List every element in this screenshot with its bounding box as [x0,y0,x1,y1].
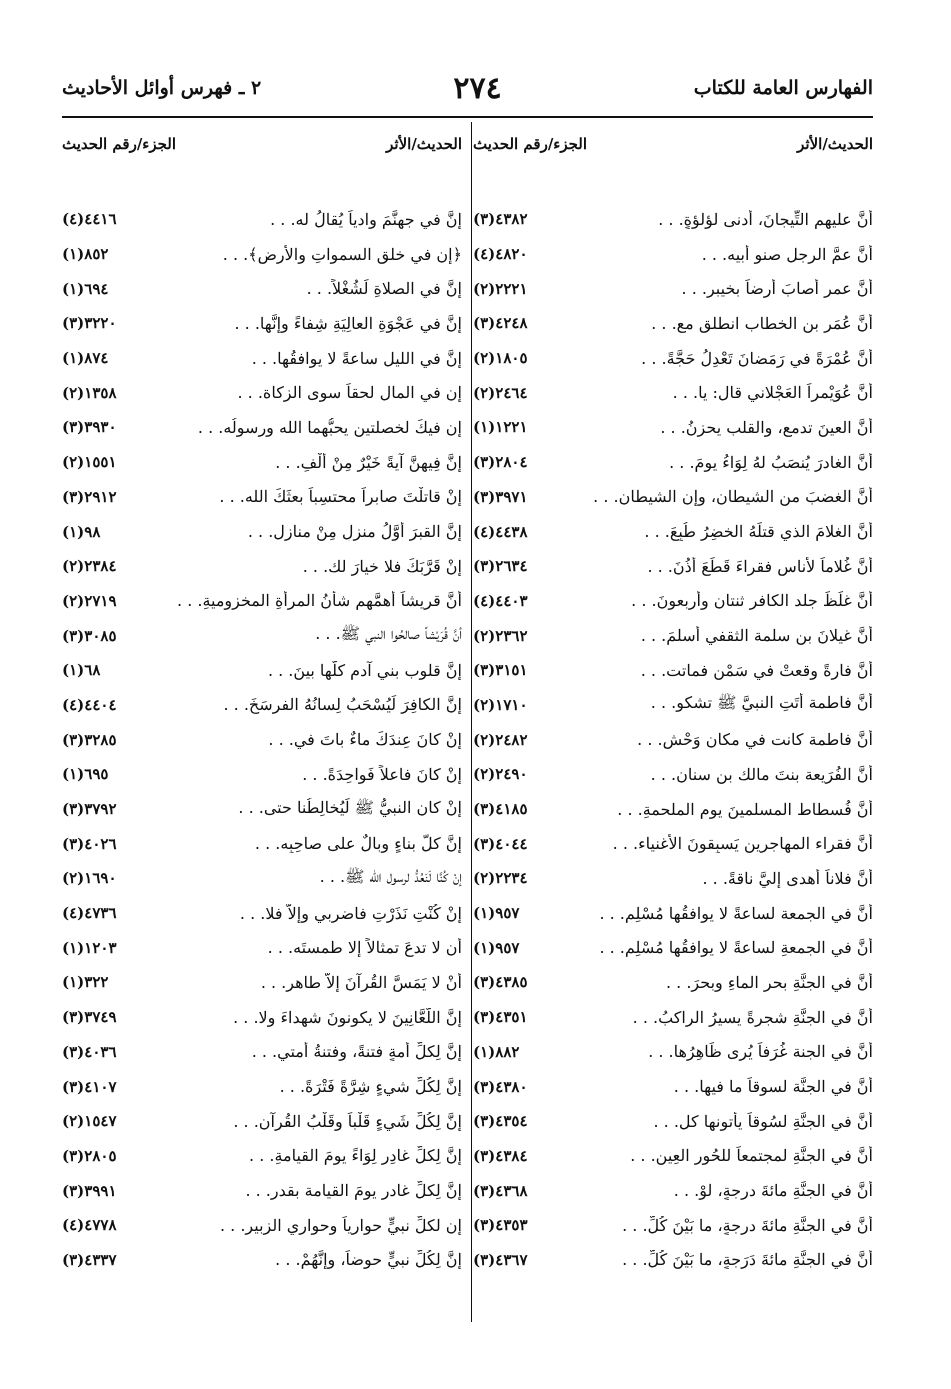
index-entry [62,237,462,272]
index-entry [473,584,873,619]
volume-hadith-number: (٢)٢٣٦٢ [473,626,528,645]
volume-hadith-number: (٣)٢٦٣٤ [473,557,528,576]
volume-hadith-number: (٤)٤٤٠٣ [473,591,528,610]
index-entry [62,549,462,584]
volume-hadith-number: (٣)٢٨٠٤ [473,453,528,472]
hadith-incipit: إنَّ قلوب بني آدم كلَّها بينَ. . . [267,660,462,680]
volume-hadith-number: (٣)٤٠٢٦ [62,834,117,853]
index-entry [62,410,462,445]
volume-hadith-number: (١)٦٨ [62,661,101,680]
volume-hadith-number: (١)٦٩٤ [62,279,109,298]
index-entry [62,1208,462,1243]
index-entry [473,1069,873,1104]
hadith-incipit: إن لكلِّ نبيٍّ حوارياً وحواريِ الزبير. . . [220,1215,462,1235]
hadith-incipit: إنَّ في الليلِ ساعةً لا يوافقُها. . . [251,348,462,368]
volume-hadith-number: (٣)٣٩٧١ [473,487,528,506]
volume-hadith-number: (٣)٤٣٨٢ [473,210,528,229]
volume-hadith-number: (٢)١٨٠٥ [473,349,528,368]
hadith-incipit: إنَّ لِكُلِّ نبيٍّ حوضاً، وإنَّهُمْ. . . [275,1250,462,1270]
volume-hadith-number: (١)١٢٠٣ [62,938,117,957]
column-divider [471,122,472,1322]
index-entry [62,1035,462,1070]
index-entry [473,1000,873,1035]
hadith-incipit: أنَّ قُرَيْشاً صالحُوا النبي ﷺ. . . [315,624,462,644]
hadith-incipit: أنَّ في الجنة غُرَفاً يُرى ظَاهِرُها. . . [648,1042,873,1062]
volume-hadith-number: (٤)٤٨٢٠ [473,245,528,264]
volume-hadith-number: (١)٣٢٢ [62,973,109,992]
hadith-incipit: أنَّ عُمَر بن الخطاب انطلق مع. . . [651,313,873,333]
hadith-incipit: أنَّ عمر أصابَ أرضاً بخيبر. . . [681,279,873,299]
index-entry [473,826,873,861]
volume-hadith-number: (٤)٤٤٣٨ [473,522,528,541]
hadith-incipit: إنَّ فِيهِنَّ آيةً خَيْرٌ مِنْ أَلْفِ. . . [275,452,462,472]
index-entry [62,480,462,515]
column-heading-hadith: الحديث/الأثر [386,135,462,153]
entry-list [62,202,462,1277]
hadith-incipit: أنَّ الغلامَ الذي قتلَهُ الخضِرُ طُبِعَ. . . [644,522,873,542]
hadith-incipit: أنَّ فاطمة كانت في مكان وَحْشٍ. . . [637,730,873,750]
volume-hadith-number: (١)٦٩٥ [62,765,109,784]
index-entry [473,341,873,376]
page-number: ٢٧٤ [453,70,502,106]
volume-hadith-number: (٣)٤٣٨٤ [473,1146,528,1165]
hadith-incipit: أنَّ غُلاماً لأُناسٍ فقراءَ قَطَعَ أُذُنَ. . . [647,556,873,576]
hadith-incipit: أنْ لا يَمَسَّ القُرآنَ إلاّ طاهر. . . [260,972,462,992]
hadith-incipit: إنَّ القبرَ أوَّلُ منزلٍ مِنْ منازِلِ. . . [247,522,462,542]
volume-hadith-number: (٢)١٧١٠ [473,695,528,714]
index-entry [473,757,873,792]
volume-hadith-number: (٢)٢٣٨٤ [62,557,117,576]
volume-hadith-number: (٣)٤٣٥٣ [473,1216,528,1235]
index-entry [473,514,873,549]
index-entry [473,480,873,515]
index-entry [62,653,462,688]
index-entry [473,688,873,723]
volume-hadith-number: (١)٨٥٢ [62,245,109,264]
index-entry [473,896,873,931]
volume-hadith-number: (٣)٤٣٦٧ [473,1250,528,1269]
index-entry [473,1208,873,1243]
volume-hadith-number: (١)٩٨ [62,522,101,541]
volume-hadith-number: (٣)٢٩١٢ [62,487,117,506]
volume-hadith-number: (٢)٢٤٩٠ [473,765,528,784]
hadith-incipit: أنَّ فاطمة أتَتِ النبيَّ ﷺ تشكو. . . [650,693,873,713]
index-entry [473,653,873,688]
hadith-incipit: أنَّ عُوَيْمراً العَجْلاني قال: يا. . . [672,383,873,403]
volume-hadith-number: (٤)٤٤٠٤ [62,695,117,714]
volume-hadith-number: (٣)٤٣٥٤ [473,1112,528,1131]
index-entry [62,826,462,861]
index-entry [473,202,873,237]
index-entry [62,271,462,306]
column-heading-reference: الجزء/رقم الحديث [473,135,588,153]
volume-hadith-number: (٢)٢٧١٩ [62,591,117,610]
index-entry [62,341,462,376]
hadith-incipit: أنَّ فلاناً أهدى إليَّ ناقةً. . . [702,868,873,888]
column-heading-hadith: الحديث/الأثر [797,135,873,153]
hadith-incipit: أنَّ في الجنَّةِ لمجتمعاً للحُورِ العِينِ. . . [630,1146,873,1166]
index-entry [473,549,873,584]
volume-hadith-number: (٣)٤٢٤٨ [473,314,528,333]
index-entry [62,618,462,653]
hadith-incipit: أنَّ في الجنَّةِ شجرةً يسيرُ الراكبُ. . . [632,1007,873,1027]
hadith-incipit: أنَّ في الجنَّةِ مائةَ درجةٍ، لوْ. . . [673,1181,873,1201]
hadith-incipit: أن لا تدعَ تمثالاً إلا طمستَه. . . [267,938,462,958]
volume-hadith-number: (٢)٢٤٦٤ [473,383,528,402]
hadith-incipit: أنَّ غيلانَ بن سلمة الثقفي أسلمَ. . . [640,626,873,646]
volume-hadith-number: (٢)٢٤٨٢ [473,730,528,749]
index-entry [473,271,873,306]
volume-hadith-number: (٣)٣٢٢٠ [62,314,117,333]
volume-hadith-number: (٣)٤٣٦٨ [473,1181,528,1200]
index-entry [62,584,462,619]
running-head [62,68,873,108]
volume-hadith-number: (٢)١٦٩٠ [62,869,117,888]
hadith-incipit: أنَّ في الجمعة لساعةً لا يوافقُها مُسْلِم. . . [599,903,873,923]
volume-hadith-number: (٣)٣٢٨٥ [62,730,117,749]
hadith-incipit: إنَّ في عَجْوَةِ العالِيَةِ شِفاءً وإنَّها. . . [234,313,462,333]
index-entry [473,618,873,653]
volume-hadith-number: (٣)٤٣٣٧ [62,1250,117,1269]
hadith-incipit: إنَّ الكافِرَ لَيُسْحَبُ لِسانُهُ الفرسَخَ. . . [223,695,462,715]
volume-hadith-number: (٢)١٥٤٧ [62,1112,117,1131]
hadith-incipit: أنَّ في الجنَّةِ مائةَ درجةٍ، ما بَيْنَ كُلِّ. . . [622,1215,873,1235]
hadith-incipit: إن في المالِ لحقاً سوى الزكاة. . . [237,383,462,403]
index-entry [62,930,462,965]
volume-hadith-number: (٣)٣٠٨٥ [62,626,117,645]
index-entry [62,688,462,723]
index-entry [62,1069,462,1104]
index-entry [62,445,462,480]
volume-hadith-number: (١)٩٥٧ [473,938,520,957]
hadith-incipit: أنَّ عمَّ الرجل صنو أبيه. . . [701,244,873,264]
volume-hadith-number: (٣)٤١٨٥ [473,800,528,819]
index-entry [62,965,462,1000]
hadith-incipit: إنْ كان النبيُّ ﷺ لَيُخالِطُنا حتى. . . [238,797,462,817]
hadith-incipit: أنَّ الفُرَيعة بنتَ مالك بن سنان. . . [650,764,873,784]
hadith-incipit: إنْ كانَ فاعلاً فَواحِدَةً. . . [302,764,462,784]
index-entry [62,1243,462,1278]
hadith-incipit: إنَّ لِكلِّ غادرٍ يومَ القيامة بقدرِ. . . [245,1181,462,1201]
hadith-incipit: أنَّ في الجمعةِ لساعةً لا يوافقُها مُسْلِم. . . [599,938,873,958]
index-entry [62,861,462,896]
header-rule [62,116,873,118]
hadith-incipit: أنَّ في الجنَّةِ لسُوقاً يأتونها كل. . . [653,1111,873,1131]
hadith-incipit: إنَّ لِكُلِّ شَيءٍ قَلْباً وقَلْبُ القُرآن. . . [233,1111,462,1131]
hadith-incipit: إنْ كانَ عِندَكَ ماءٌ باتَ في. . . [268,730,462,750]
index-entry [62,1000,462,1035]
column-header [473,122,873,166]
index-entry [62,202,462,237]
index-entry [473,930,873,965]
volume-hadith-number: (٣)٤٣٨٥ [473,973,528,992]
hadith-incipit: أنَّ في الجنَّة لسوقاً ما فيها. . . [673,1077,873,1097]
index-entry [473,445,873,480]
index-entry [62,514,462,549]
book-section-title: الفهارس العامة للكتاب [693,77,873,99]
hadith-incipit: إنَّ لِكلِّ أمةٍ فتنةً، وفتنةُ أمتي. . . [251,1042,462,1062]
index-entry [62,896,462,931]
index-entry [473,722,873,757]
hadith-incipit: أنَّ قريشاً أهمَّهم شأنُ المرأةِ المخزوميةِ. . . [177,591,462,611]
hadith-incipit: إنَّ لِكلِّ غادِرٍ لِوَاءً يومَ القيامةِ. . . [249,1146,462,1166]
volume-hadith-number: (٤)٤٧٧٨ [62,1216,117,1235]
hadith-incipit: أنَّ الغضبَ من الشيطان، وإن الشيطان. . . [593,487,873,507]
index-entry [473,1139,873,1174]
index-entry [473,1104,873,1139]
volume-hadith-number: (٣)٣٩٣٠ [62,418,117,437]
hadith-incipit: أنَّ فقراء المهاجرين يَسبِقونَ الأغنياء. . . [612,834,873,854]
volume-hadith-number: (١)٩٥٧ [473,904,520,923]
volume-hadith-number: (٢)٢٢٢١ [473,279,528,298]
hadith-incipit: أنَّ عليهم التِّيجانَ، أدنى لؤلؤةٍ. . . [658,209,873,229]
hadith-incipit: ﴿إن في خلقِ السمواتِ والأرض﴾. . . [222,244,462,264]
hadith-incipit: أنَّ فُسطاط المسلمينَ يوم الملحمةِ. . . [617,799,873,819]
hadith-incipit: إنْ قاتلْتَ صابراً محتسِباً بعثَكَ الله. . . [219,487,462,507]
hadith-incipit: أنَّ غلَظَ جلد الكافر ثنتانِ وأربعونَ. . . [631,591,873,611]
index-entry [473,965,873,1000]
volume-hadith-number: (٢)٢٢٣٤ [473,869,528,888]
volume-hadith-number: (٣)٤٣٥١ [473,1008,528,1027]
hadith-incipit: أنَّ عُمْرَةً في رَمَضانَ تَعْدِلُ حَجَّةً. . . [641,348,873,368]
hadith-incipit: إنَّ في الصلاةِ لَشُغْلاً. . . [306,279,462,299]
volume-hadith-number: (٣)٢٨٠٥ [62,1146,117,1165]
column-heading-reference: الجزء/رقم الحديث [62,135,177,153]
index-column-right [473,122,873,1322]
volume-hadith-number: (٢)١٥٥١ [62,453,117,472]
index-entry [473,1035,873,1070]
volume-hadith-number: (٤)٤٤١٦ [62,210,117,229]
volume-hadith-number: (٣)٤٠٤٤ [473,834,528,853]
hadith-incipit: إنْ كُنَّا لَنَعُدُّ لرسول الله ﷺ. . . [319,866,462,886]
index-entry [473,861,873,896]
index-title: ٢ ـ فهرس أوائل الأحاديث [62,77,262,99]
index-entry [473,792,873,827]
index-entry [473,237,873,272]
index-entry [473,1173,873,1208]
volume-hadith-number: (٣)٣٧٩٢ [62,800,117,819]
hadith-incipit: إنْ كُنْتِ نَذَرْتِ فاضربي وإلاّ فلا. . . [239,903,462,923]
hadith-incipit: إنْ قَرَّبَكَ فلا خيارَ لك. . . [302,556,462,576]
hadith-incipit: أنَّ فارةً وقعتْ في سَمْنٍ فماتت. . . [640,660,873,680]
volume-hadith-number: (٣)٣٩٩١ [62,1181,117,1200]
index-entry [473,306,873,341]
volume-hadith-number: (١)١٢٢١ [473,418,528,437]
volume-hadith-number: (٣)٤٣٨٠ [473,1077,528,1096]
volume-hadith-number: (٣)٤٠٣٦ [62,1042,117,1061]
index-entry [62,1104,462,1139]
index-entry [473,375,873,410]
volume-hadith-number: (٣)٣١٥١ [473,661,528,680]
entry-list [473,202,873,1277]
index-column-left [62,122,462,1322]
index-entry [62,722,462,757]
index-entry [473,410,873,445]
index-entry [62,1139,462,1174]
hadith-incipit: أنَّ العينَ تدمع، والقلب يحزنُ. . . [660,417,873,437]
index-entry [473,1243,873,1278]
volume-hadith-number: (٢)١٣٥٨ [62,383,117,402]
hadith-incipit: إنَّ اللَّعَّانِينَ لا يكونونَ شهداءَ ولا. . . [233,1007,462,1027]
volume-hadith-number: (٣)٣٧٤٩ [62,1008,117,1027]
hadith-incipit: أنَّ في الجنَّةِ بحر الماءِ وبحرَ. . . [665,972,873,992]
volume-hadith-number: (١)٨٨٢ [473,1042,520,1061]
column-header [62,122,462,166]
index-entry [62,757,462,792]
index-entry [62,375,462,410]
hadith-incipit: إنَّ لِكُلِّ شيءٍ شِرَّةً فَتْرَةً. . . [279,1077,462,1097]
index-entry [62,306,462,341]
volume-hadith-number: (١)٨٧٤ [62,349,109,368]
index-entry [62,792,462,827]
volume-hadith-number: (٤)٤٧٣٦ [62,904,117,923]
index-entry [62,1173,462,1208]
hadith-incipit: إن فيكَ لخصلتينِ يحبُّهما الله ورسولُه. . . [197,417,462,437]
hadith-incipit: أنَّ في الجنَّةِ مائةَ دَرَجةٍ، ما بَيْنَ كُلِّ. . . [622,1250,873,1270]
volume-hadith-number: (٣)٤١٠٧ [62,1077,117,1096]
hadith-incipit: إنَّ في جهنَّمَ وادياً يُقالُ له. . . [270,209,462,229]
hadith-incipit: أنَّ الغادرَ يُنصَبُ لهُ لِوَاءُ يومَ. . . [669,452,873,472]
hadith-incipit: إنَّ كلَّ بناءٍ وبالٌ على صاحِبِه. . . [254,834,462,854]
